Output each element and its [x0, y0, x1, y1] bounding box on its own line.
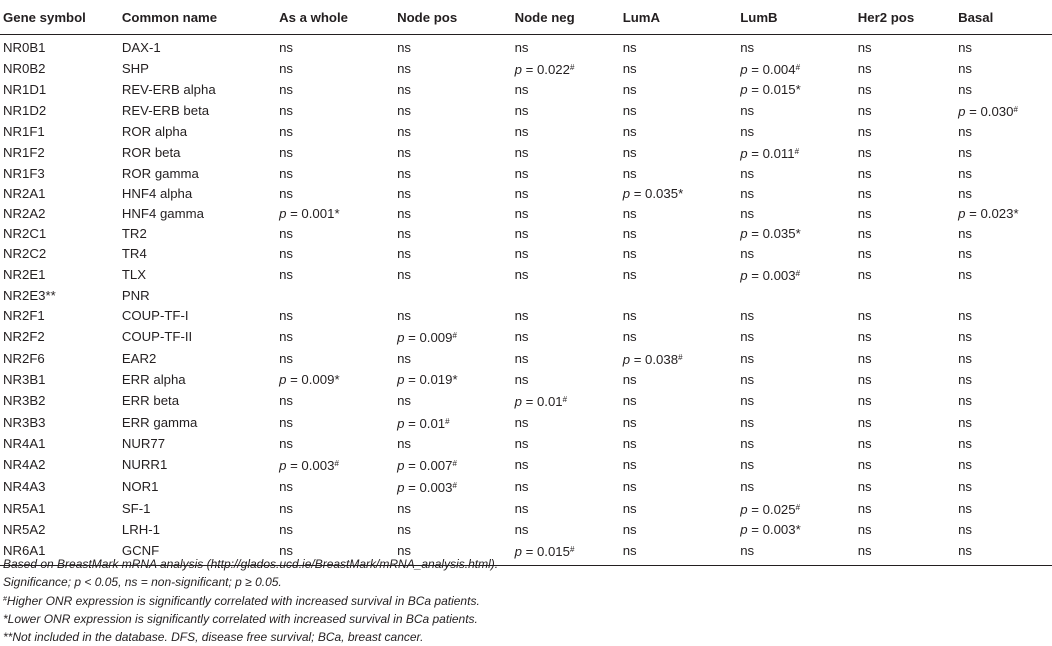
pvalue-cell: ns: [279, 226, 293, 241]
pvalue-cell: ns: [622, 226, 637, 241]
table-row: [0, 164, 1052, 184]
hash-mark: #: [3, 596, 7, 603]
pvalue-cell: ns: [740, 436, 755, 451]
gene-symbol-cell: NR4A3: [3, 479, 46, 494]
gene-symbol-cell: NR3B2: [3, 393, 46, 408]
gene-symbol-cell: NR1F2: [3, 145, 45, 160]
pvalue-cell: ns: [740, 166, 755, 181]
table-row: [0, 520, 1052, 540]
pvalue-cell: ns: [955, 540, 1052, 566]
pvalue-cell: ns: [857, 40, 872, 55]
pvalue-cell: ns: [279, 415, 293, 430]
pvalue-cell: ns: [622, 308, 637, 323]
pvalue-cell: ns: [279, 186, 293, 201]
column-header: LumB: [737, 0, 855, 35]
pvalue-cell: ns: [740, 457, 755, 472]
pvalue-cell: ns: [514, 351, 529, 366]
pvalue-cell: ns: [740, 393, 755, 408]
pvalue-cell: ns: [958, 267, 973, 282]
pvalue-cell: ns: [857, 457, 872, 472]
pvalue-cell: ns: [514, 40, 529, 55]
footnote-abbreviations: **Not included in the database. DFS, disease free survival; BCa, breast cancer.: [3, 630, 424, 644]
pvalue-cell: [955, 286, 1052, 306]
pvalue-cell: ns: [958, 501, 973, 516]
pvalue-cell: ns: [740, 206, 755, 221]
pvalue-cell: ns: [857, 166, 872, 181]
pvalue-cell: ns: [514, 82, 529, 97]
gene-symbol-cell: NR2C2: [3, 246, 47, 261]
pvalue-cell: ns: [622, 166, 637, 181]
table-row: [0, 184, 1052, 204]
pvalue-cell: ns: [857, 308, 872, 323]
pvalue-cell: ns: [514, 267, 529, 282]
column-header: Basal: [955, 0, 1052, 35]
pvalue-cell: [394, 286, 512, 306]
pvalue-cell: ns: [958, 186, 973, 201]
gene-symbol-cell: NR0B1: [3, 40, 46, 55]
pvalue-cell: p = 0.023*: [958, 206, 1019, 221]
gene-symbol-cell: NR2E3**: [3, 288, 56, 303]
pvalue-cell: [276, 286, 394, 306]
table-row: [0, 224, 1052, 244]
gene-symbol-cell: NR2F1: [3, 308, 45, 323]
pvalue-cell: p = 0.011#: [740, 146, 800, 161]
footnote-source: Based on BreastMark mRNA analysis (http://glados.ucd.ie/BreastMark/mRNA_analysis.html).: [3, 557, 499, 571]
table-row: [0, 348, 1052, 370]
table-row: [0, 412, 1052, 434]
table-body: [0, 35, 1052, 566]
pvalue-cell: ns: [622, 145, 637, 160]
pvalue-cell: ns: [740, 103, 755, 118]
pvalue-cell: p = 0.007#: [397, 458, 457, 473]
pvalue-cell: p = 0.030#: [958, 104, 1018, 119]
pvalue-cell: ns: [279, 329, 293, 344]
common-name-cell: LRH-1: [121, 522, 160, 537]
pvalue-cell: p = 0.009*: [279, 372, 340, 387]
pvalue-cell: ns: [740, 372, 755, 387]
pvalue-cell: ns: [397, 82, 412, 97]
pvalue-cell: ns: [958, 145, 973, 160]
common-name-cell: ERR beta: [121, 393, 180, 408]
gene-symbol-cell: NR5A2: [3, 522, 46, 537]
pvalue-cell: ns: [958, 351, 973, 366]
common-name-cell: TLX: [121, 267, 147, 282]
pvalue-cell: p = 0.038#: [622, 352, 683, 367]
pvalue-cell: ns: [622, 246, 637, 261]
gene-symbol-cell: NR4A1: [3, 436, 46, 451]
pvalue-cell: ns: [622, 436, 637, 451]
pvalue-cell: ns: [397, 166, 412, 181]
gene-symbol-cell: NR2F2: [3, 329, 45, 344]
pvalue-cell: ns: [857, 61, 872, 76]
pvalue-cell: ns: [622, 40, 637, 55]
common-name-cell: NOR1: [121, 479, 159, 494]
table-row: [0, 80, 1052, 100]
gene-symbol-cell: NR6A1: [0, 540, 119, 566]
gene-symbol-cell: NR2E1: [3, 267, 46, 282]
pvalue-cell: ns: [958, 393, 973, 408]
pvalue-cell: [855, 286, 955, 306]
pvalue-cell: p = 0.01#: [397, 416, 450, 431]
pvalue-cell: ns: [857, 393, 872, 408]
pvalue-cell: p = 0.001*: [279, 206, 340, 221]
pvalue-cell: ns: [958, 166, 973, 181]
common-name-cell: HNF4 gamma: [121, 206, 204, 221]
table-row: [0, 370, 1052, 390]
column-header: Her2 pos: [855, 0, 955, 35]
column-header: Node neg: [512, 0, 620, 35]
pvalue-cell: ns: [279, 246, 293, 261]
pvalue-cell: ns: [958, 457, 973, 472]
pvalue-cell: ns: [397, 436, 412, 451]
pvalue-cell: ns: [740, 186, 755, 201]
pvalue-cell: p = 0.025#: [740, 502, 801, 517]
pvalue-cell: ns: [740, 329, 755, 344]
gene-symbol-cell: NR2F6: [3, 351, 45, 366]
table-row: [0, 286, 1052, 306]
table-row: [0, 122, 1052, 142]
pvalue-cell: ns: [958, 124, 973, 139]
table-row: [0, 244, 1052, 264]
pvalue-cell: ns: [622, 61, 637, 76]
table-row: [0, 100, 1052, 122]
pvalue-cell: ns: [622, 415, 637, 430]
header-row: [0, 0, 1052, 35]
pvalue-cell: ns: [514, 415, 529, 430]
pvalue-cell: ns: [514, 329, 529, 344]
gene-symbol-cell: NR2C1: [3, 226, 47, 241]
pvalue-cell: ns: [857, 124, 872, 139]
common-name-cell: TR2: [121, 226, 147, 241]
gene-symbol-cell: NR1F3: [3, 166, 45, 181]
pvalue-cell: ns: [514, 436, 529, 451]
common-name-cell: EAR2: [121, 351, 157, 366]
pvalue-cell: ns: [622, 372, 637, 387]
pvalue-cell: ns: [740, 40, 755, 55]
table-row: [0, 476, 1052, 498]
table-row: [0, 204, 1052, 224]
pvalue-cell: ns: [857, 479, 872, 494]
pvalue-cell: ns: [514, 457, 529, 472]
pvalue-cell: p = 0.035*: [740, 226, 801, 241]
common-name-cell: SF-1: [121, 501, 151, 516]
pvalue-cell: ns: [397, 103, 412, 118]
pvalue-cell: ns: [397, 501, 412, 516]
pvalue-cell: p = 0.003#: [397, 480, 457, 495]
table-row: [0, 142, 1052, 164]
common-name-cell: REV-ERB alpha: [121, 82, 216, 97]
column-header: Gene symbol: [0, 0, 119, 35]
pvalue-cell: ns: [857, 103, 872, 118]
pvalue-cell: ns: [740, 308, 755, 323]
pvalue-cell: ns: [514, 206, 529, 221]
common-name-cell: ROR alpha: [121, 124, 188, 139]
gene-symbol-cell: NR4A2: [3, 457, 46, 472]
pvalue-cell: ns: [857, 501, 872, 516]
pvalue-cell: ns: [622, 82, 637, 97]
pvalue-cell: ns: [958, 226, 973, 241]
pvalue-cell: ns: [857, 226, 872, 241]
pvalue-cell: ns: [276, 540, 394, 566]
pvalue-cell: ns: [857, 246, 872, 261]
common-name-cell: REV-ERB beta: [121, 103, 210, 118]
table-row: [0, 326, 1052, 348]
pvalue-cell: ns: [958, 415, 973, 430]
pvalue-cell: ns: [397, 393, 412, 408]
pvalue-cell: ns: [279, 393, 293, 408]
pvalue-cell: ns: [279, 351, 293, 366]
pvalue-cell: ns: [397, 308, 412, 323]
table-row: [0, 434, 1052, 454]
pvalue-cell: p = 0.003*: [740, 522, 801, 537]
column-header: LumA: [620, 0, 738, 35]
pvalue-cell: ns: [397, 246, 412, 261]
pvalue-cell: p = 0.01#: [514, 394, 568, 409]
pvalue-cell: ns: [958, 372, 973, 387]
pvalue-cell: ns: [279, 61, 293, 76]
table-row: [0, 58, 1052, 80]
pvalue-cell: ns: [958, 479, 973, 494]
column-header: As a whole: [276, 0, 394, 35]
pvalue-cell: ns: [279, 267, 293, 282]
pvalue-cell: ns: [397, 226, 412, 241]
pvalue-cell: ns: [279, 308, 293, 323]
pvalue-cell: ns: [397, 145, 412, 160]
pvalue-cell: ns: [514, 246, 529, 261]
pvalue-cell: ns: [857, 372, 872, 387]
common-name-cell: ROR gamma: [121, 166, 199, 181]
pvalue-cell: p = 0.009#: [397, 330, 457, 345]
common-name-cell: NUR77: [121, 436, 166, 451]
gene-symbol-cell: NR3B1: [3, 372, 46, 387]
pvalue-cell: p = 0.019*: [397, 372, 458, 387]
pvalue-cell: ns: [397, 40, 412, 55]
pvalue-cell: ns: [958, 246, 973, 261]
pvalue-cell: ns: [622, 329, 637, 344]
footnote-significance: Significance; p < 0.05, ns = non-significant; p ≥ 0.05.: [3, 575, 282, 589]
pvalue-cell: ns: [958, 82, 973, 97]
pvalue-cell: ns: [857, 82, 872, 97]
pvalue-cell: ns: [514, 501, 529, 516]
pvalue-cell: ns: [514, 308, 529, 323]
pvalue-cell: ns: [397, 206, 412, 221]
pvalue-cell: ns: [740, 479, 755, 494]
common-name-cell: NURR1: [121, 457, 168, 472]
table-row: [0, 264, 1052, 286]
pvalue-cell: ns: [514, 124, 529, 139]
gene-symbol-cell: NR0B2: [3, 61, 46, 76]
pvalue-cell: ns: [620, 540, 738, 566]
common-name-cell: DAX-1: [121, 40, 161, 55]
pvalue-cell: [512, 286, 620, 306]
common-name-cell: SHP: [121, 61, 149, 76]
pvalue-cell: ns: [514, 372, 529, 387]
pvalue-cell: ns: [622, 393, 637, 408]
pvalue-cell: ns: [857, 186, 872, 201]
pvalue-cell: ns: [397, 267, 412, 282]
gene-symbol-cell: NR5A1: [3, 501, 46, 516]
table-row: [0, 35, 1052, 59]
pvalue-cell: ns: [958, 40, 973, 55]
pvalue-cell: ns: [279, 82, 293, 97]
pvalue-cell: ns: [857, 436, 872, 451]
pvalue-cell: ns: [397, 351, 412, 366]
gene-symbol-cell: NR2A1: [3, 186, 46, 201]
pvalue-cell: ns: [622, 479, 637, 494]
pvalue-cell: ns: [622, 206, 637, 221]
footnote-higher: #Higher ONR expression is significantly correlated with increased survival in BCa patients.: [3, 594, 480, 608]
pvalue-cell: ns: [279, 436, 293, 451]
pvalue-cell: ns: [279, 103, 293, 118]
common-name-cell: TR4: [121, 246, 147, 261]
pvalue-cell: ns: [279, 145, 293, 160]
pvalue-cell: p = 0.003#: [740, 268, 801, 283]
pvalue-cell: ns: [958, 308, 973, 323]
table-row: [0, 498, 1052, 520]
pvalue-cell: ns: [397, 186, 412, 201]
common-name-cell: ROR beta: [121, 145, 181, 160]
pvalue-cell: ns: [514, 166, 529, 181]
common-name-cell: PNR: [121, 288, 150, 303]
pvalue-cell: ns: [622, 457, 637, 472]
pvalue-cell: ns: [740, 124, 755, 139]
pvalue-cell: ns: [279, 501, 293, 516]
table-row: [0, 454, 1052, 476]
pvalue-cell: ns: [514, 479, 529, 494]
pvalue-cell: ns: [279, 166, 293, 181]
pvalue-cell: ns: [514, 522, 529, 537]
pvalue-cell: ns: [397, 522, 412, 537]
common-name-cell: HNF4 alpha: [121, 186, 193, 201]
pvalue-cell: ns: [514, 103, 529, 118]
common-name-cell: ERR alpha: [121, 372, 186, 387]
pvalue-cell: ns: [740, 246, 755, 261]
pvalue-cell: ns: [740, 415, 755, 430]
common-name-cell: ERR gamma: [121, 415, 198, 430]
pvalue-cell: ns: [279, 124, 293, 139]
common-name-cell: GCNF: [119, 540, 276, 566]
pvalue-cell: ns: [622, 267, 637, 282]
pvalue-cell: ns: [857, 415, 872, 430]
gene-symbol-cell: NR1D2: [3, 103, 47, 118]
pvalue-cell: p = 0.003#: [279, 458, 339, 473]
table-row: [0, 390, 1052, 412]
pvalue-cell: ns: [397, 61, 412, 76]
pvalue-cell: ns: [394, 540, 512, 566]
column-header: Node pos: [394, 0, 512, 35]
pvalue-cell: ns: [622, 501, 637, 516]
pvalue-cell: ns: [857, 267, 872, 282]
column-header: Common name: [119, 0, 276, 35]
pvalue-cell: ns: [514, 226, 529, 241]
gene-symbol-cell: NR2A2: [3, 206, 46, 221]
common-name-cell: COUP-TF-I: [121, 308, 189, 323]
pvalue-cell: ns: [622, 522, 637, 537]
pvalue-cell: ns: [857, 329, 872, 344]
pvalue-cell: ns: [958, 436, 973, 451]
pvalue-cell: [620, 286, 738, 306]
pvalue-cell: ns: [514, 186, 529, 201]
pvalue-cell: ns: [857, 351, 872, 366]
pvalue-cell: ns: [622, 124, 637, 139]
pvalue-cell: ns: [855, 540, 955, 566]
pvalue-cell: ns: [397, 124, 412, 139]
table-footnotes: [3, 555, 498, 646]
pvalue-cell: ns: [740, 351, 755, 366]
pvalue-cell: ns: [737, 540, 855, 566]
gene-symbol-cell: NR1D1: [3, 82, 47, 97]
pvalue-cell: ns: [857, 522, 872, 537]
pvalue-cell: p = 0.022#: [514, 62, 575, 77]
pvalue-cell: p = 0.035*: [622, 186, 684, 201]
pvalue-cell: ns: [279, 522, 293, 537]
pvalue-cell: ns: [622, 103, 637, 118]
table-row: [0, 306, 1052, 326]
common-name-cell: COUP-TF-II: [121, 329, 193, 344]
pvalue-cell: ns: [857, 145, 872, 160]
gene-symbol-cell: NR3B3: [3, 415, 46, 430]
pvalue-cell: ns: [958, 522, 973, 537]
pvalue-cell: p = 0.015*: [740, 82, 801, 97]
pvalue-cell: ns: [958, 61, 973, 76]
pvalue-cell: ns: [958, 329, 973, 344]
gene-symbol-cell: NR1F1: [3, 124, 45, 139]
pvalue-cell: p = 0.004#: [740, 62, 801, 77]
pvalue-cell: p = 0.015#: [512, 540, 620, 566]
pvalue-cell: ns: [279, 40, 293, 55]
pvalue-cell: ns: [279, 479, 293, 494]
pvalue-cell: ns: [514, 145, 529, 160]
pvalue-cell: ns: [857, 206, 872, 221]
footnote-lower: *Lower ONR expression is significantly correlated with increased survival in BCa patients.: [3, 612, 478, 626]
pvalue-cell: [737, 286, 855, 306]
